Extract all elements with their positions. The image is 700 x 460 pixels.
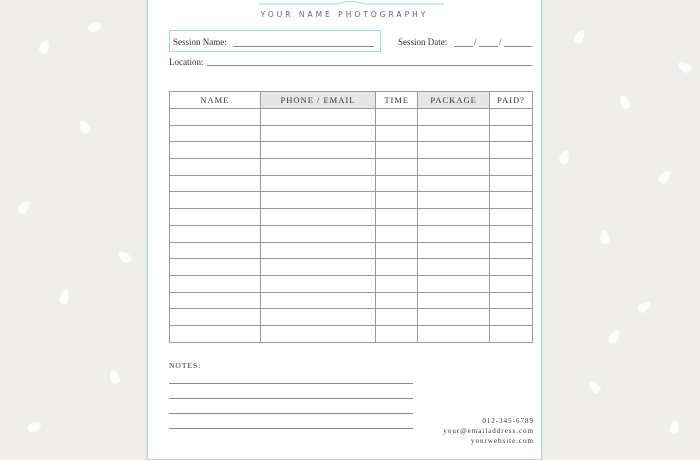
table-cell[interactable] <box>376 259 418 276</box>
table-cell[interactable] <box>418 309 490 326</box>
table-cell[interactable] <box>490 159 533 176</box>
notes-line[interactable] <box>169 383 413 384</box>
table-cell[interactable] <box>490 242 533 259</box>
table-cell[interactable] <box>170 159 261 176</box>
petal-shape <box>77 119 92 136</box>
petal-shape <box>116 249 133 265</box>
session-name-field[interactable] <box>233 46 374 47</box>
table-cell[interactable] <box>418 192 490 209</box>
table-cell[interactable] <box>418 125 490 142</box>
table-cell[interactable] <box>418 109 490 126</box>
session-date-label: Session Date: <box>398 37 448 47</box>
table-cell[interactable] <box>490 275 533 292</box>
table-cell[interactable] <box>490 125 533 142</box>
table-cell[interactable] <box>376 109 418 126</box>
table-cell[interactable] <box>490 175 533 192</box>
contact-website: yourwebsite.com <box>470 437 534 445</box>
table-cell[interactable] <box>170 309 261 326</box>
contact-phone: 012-345-6789 <box>482 417 534 425</box>
petal-shape <box>572 29 587 46</box>
table-row <box>170 309 533 326</box>
client-table <box>169 91 533 343</box>
table-cell[interactable] <box>170 192 261 209</box>
table-cell[interactable] <box>490 142 533 159</box>
table-row <box>170 175 533 192</box>
date-separator: / <box>474 37 477 47</box>
column-header: TIME <box>376 92 418 109</box>
table-cell[interactable] <box>418 175 490 192</box>
petal-shape <box>607 329 622 346</box>
table-cell[interactable] <box>490 292 533 309</box>
table-cell[interactable] <box>418 275 490 292</box>
table-cell[interactable] <box>260 325 376 342</box>
petal-shape <box>108 369 121 385</box>
table-cell[interactable] <box>260 309 376 326</box>
table-cell[interactable] <box>170 292 261 309</box>
table-cell[interactable] <box>418 209 490 226</box>
table-cell[interactable] <box>376 242 418 259</box>
date-separator: / <box>499 37 502 47</box>
notes-line[interactable] <box>169 398 413 399</box>
petal-shape <box>587 379 603 396</box>
session-date-year-field[interactable] <box>504 46 532 47</box>
table-cell[interactable] <box>260 209 376 226</box>
table-header-row <box>170 92 533 109</box>
table-cell[interactable] <box>260 109 376 126</box>
table-row <box>170 192 533 209</box>
table-cell[interactable] <box>170 242 261 259</box>
table-row <box>170 209 533 226</box>
table-cell[interactable] <box>260 175 376 192</box>
table-row <box>170 109 533 126</box>
table-cell[interactable] <box>170 125 261 142</box>
session-date-month-field[interactable] <box>454 46 473 47</box>
logo-mountain-line <box>258 0 444 5</box>
sign-in-sheet <box>147 0 542 460</box>
table-cell[interactable] <box>418 159 490 176</box>
petal-shape <box>657 169 673 186</box>
table-cell[interactable] <box>490 192 533 209</box>
table-cell[interactable] <box>260 242 376 259</box>
table-cell[interactable] <box>376 309 418 326</box>
petal-shape <box>38 39 51 55</box>
table-row <box>170 292 533 309</box>
table-cell[interactable] <box>260 159 376 176</box>
table-cell[interactable] <box>418 225 490 242</box>
contact-email: your@emailaddress.com <box>443 427 534 435</box>
table-row <box>170 125 533 142</box>
table-cell[interactable] <box>376 159 418 176</box>
table-row <box>170 325 533 342</box>
column-header: PAID? <box>490 92 533 109</box>
brand-name: YOUR NAME PHOTOGRAPHY <box>260 10 429 19</box>
table-cell[interactable] <box>260 142 376 159</box>
table-cell[interactable] <box>490 325 533 342</box>
table-cell[interactable] <box>260 292 376 309</box>
table-row <box>170 159 533 176</box>
table-row <box>170 275 533 292</box>
table-cell[interactable] <box>376 325 418 342</box>
table-cell[interactable] <box>170 109 261 126</box>
table-cell[interactable] <box>490 259 533 276</box>
petal-shape <box>26 420 43 435</box>
table-cell[interactable] <box>170 275 261 292</box>
table-cell[interactable] <box>260 192 376 209</box>
location-label: Location: <box>169 57 204 67</box>
session-name-label: Session Name: <box>173 37 227 47</box>
table-cell[interactable] <box>418 242 490 259</box>
table-row <box>170 259 533 276</box>
notes-label: NOTES: <box>169 361 202 370</box>
location-field[interactable] <box>207 65 532 66</box>
table-cell[interactable] <box>418 259 490 276</box>
table-cell[interactable] <box>418 325 490 342</box>
table-row <box>170 142 533 159</box>
table-cell[interactable] <box>376 292 418 309</box>
petal-shape <box>16 199 32 215</box>
table-cell[interactable] <box>490 225 533 242</box>
column-header: PHONE / EMAIL <box>260 92 376 109</box>
table-cell[interactable] <box>170 175 261 192</box>
petal-shape <box>668 419 680 435</box>
table-cell[interactable] <box>490 109 533 126</box>
table-row <box>170 225 533 242</box>
petal-shape <box>676 60 693 75</box>
table-cell[interactable] <box>170 325 261 342</box>
table-cell[interactable] <box>260 259 376 276</box>
table-cell[interactable] <box>490 309 533 326</box>
table-cell[interactable] <box>376 175 418 192</box>
petal-shape <box>618 94 631 110</box>
table-cell[interactable] <box>170 225 261 242</box>
table-cell[interactable] <box>170 142 261 159</box>
table-cell[interactable] <box>260 275 376 292</box>
petal-shape <box>636 300 653 315</box>
session-date-day-field[interactable] <box>479 46 498 47</box>
table-row <box>170 242 533 259</box>
table-cell[interactable] <box>376 125 418 142</box>
table-cell[interactable] <box>260 125 376 142</box>
petal-shape <box>86 20 102 33</box>
column-header: NAME <box>170 92 261 109</box>
table-cell[interactable] <box>418 292 490 309</box>
table-cell[interactable] <box>170 259 261 276</box>
petal-shape <box>59 289 70 304</box>
table-cell[interactable] <box>376 209 418 226</box>
petal-shape <box>599 229 610 244</box>
table-cell[interactable] <box>376 225 418 242</box>
table-cell[interactable] <box>418 142 490 159</box>
table-cell[interactable] <box>376 192 418 209</box>
table-cell[interactable] <box>490 209 533 226</box>
column-header: PACKAGE <box>418 92 490 109</box>
notes-line[interactable] <box>169 428 413 429</box>
table-cell[interactable] <box>170 209 261 226</box>
notes-line[interactable] <box>169 413 413 414</box>
table-cell[interactable] <box>376 142 418 159</box>
table-cell[interactable] <box>376 275 418 292</box>
table-cell[interactable] <box>260 225 376 242</box>
petal-shape <box>558 149 571 165</box>
